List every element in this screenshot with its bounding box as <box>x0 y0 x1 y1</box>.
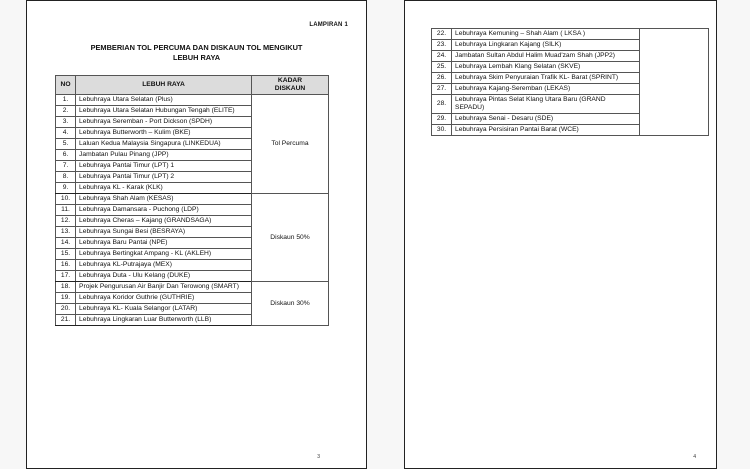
table-row <box>432 29 709 40</box>
highway-name: Lebuhraya Baru Pantai (NPE) <box>76 238 252 249</box>
viewer-gutter <box>367 0 404 469</box>
highway-name: Lebuhraya KL - Karak (KLK) <box>76 183 252 194</box>
highway-name: Projek Pengurusan Air Banjir Dan Terowong (SMART) <box>76 282 252 293</box>
row-number: 6. <box>56 150 76 161</box>
highway-name: Laluan Kedua Malaysia Singapura (LINKEDUA) <box>76 139 252 150</box>
row-number: 24. <box>432 51 452 62</box>
highway-name: Lebuhraya Skim Penyuraian Trafik KL- Barat (SPRINT) <box>452 73 640 84</box>
highway-name: Lebuhraya Persisiran Pantai Barat (WCE) <box>452 125 640 136</box>
row-number: 28. <box>432 95 452 114</box>
header-lebuh-raya: LEBUH RAYA <box>76 76 252 95</box>
row-number: 30. <box>432 125 452 136</box>
row-number: 26. <box>432 73 452 84</box>
discount-rate: Tol Percuma <box>252 95 329 194</box>
highway-name: Lebuhraya Bertingkat Ampang - KL (AKLEH) <box>76 249 252 260</box>
highway-name: Jambatan Pulau Pinang (JPP) <box>76 150 252 161</box>
row-number: 10. <box>56 194 76 205</box>
row-number: 22. <box>432 29 452 40</box>
page-number: 3 <box>317 454 320 460</box>
header-kadar-line-2: DISKAUN <box>274 85 306 92</box>
row-number: 2. <box>56 106 76 117</box>
header-kadar-diskaun <box>252 76 329 95</box>
toll-table-part-2 <box>431 28 709 136</box>
row-number: 1. <box>56 95 76 106</box>
table-body <box>432 29 709 136</box>
highway-name: Jambatan Sultan Abdul Halim Muad'zam Shah (JPP2) <box>452 51 640 62</box>
row-number: 4. <box>56 128 76 139</box>
discount-rate-empty <box>640 29 709 136</box>
document-page-3 <box>26 0 367 469</box>
row-number: 3. <box>56 117 76 128</box>
highway-name: Lebuhraya Pantai Timur (LPT) 2 <box>76 172 252 183</box>
highway-name: Lebuhraya Pintas Selat Klang Utara Baru (GRAND SEPADU) <box>452 95 640 114</box>
row-number: 19. <box>56 293 76 304</box>
row-number: 21. <box>56 315 76 326</box>
document-title <box>27 43 366 63</box>
table-row <box>56 282 329 293</box>
highway-name: Lebuhraya Kajang-Seremban (LEKAS) <box>452 84 640 95</box>
highway-name: Lebuhraya Lembah Klang Selatan (SKVE) <box>452 62 640 73</box>
row-number: 25. <box>432 62 452 73</box>
row-number: 7. <box>56 161 76 172</box>
row-number: 12. <box>56 216 76 227</box>
toll-table-part-1 <box>55 75 329 326</box>
row-number: 27. <box>432 84 452 95</box>
highway-name: Lebuhraya Utara Selatan Hubungan Tengah (ELITE) <box>76 106 252 117</box>
row-number: 11. <box>56 205 76 216</box>
row-number: 23. <box>432 40 452 51</box>
highway-name: Lebuhraya KL- Kuala Selangor (LATAR) <box>76 304 252 315</box>
header-no: NO <box>56 76 76 95</box>
highway-name: Lebuhraya Shah Alam (KESAS) <box>76 194 252 205</box>
highway-name: Lebuhraya Utara Selatan (Plus) <box>76 95 252 106</box>
row-number: 14. <box>56 238 76 249</box>
title-line-1: PEMBERIAN TOL PERCUMA DAN DISKAUN TOL MENGIKUT <box>90 43 303 52</box>
row-number: 13. <box>56 227 76 238</box>
discount-rate: Diskaun 50% <box>252 194 329 282</box>
highway-name: Lebuhraya Lingkaran Kajang (SILK) <box>452 40 640 51</box>
highway-name: Lebuhraya Senai - Desaru (SDE) <box>452 114 640 125</box>
highway-name: Lebuhraya Lingkaran Luar Butterworth (LLB) <box>76 315 252 326</box>
header-kadar-line-1: KADAR <box>277 77 303 84</box>
discount-rate: Diskaun 30% <box>252 282 329 326</box>
highway-name: Lebuhraya Damansara - Puchong (LDP) <box>76 205 252 216</box>
row-number: 9. <box>56 183 76 194</box>
row-number: 17. <box>56 271 76 282</box>
row-number: 8. <box>56 172 76 183</box>
highway-name: Lebuhraya Pantai Timur (LPT) 1 <box>76 161 252 172</box>
highway-name: Lebuhraya Butterworth – Kulim (BKE) <box>76 128 252 139</box>
highway-name: Lebuhraya Seremban - Port Dickson (SPDH) <box>76 117 252 128</box>
row-number: 29. <box>432 114 452 125</box>
page-number: 4 <box>693 454 696 460</box>
highway-name: Lebuhraya Kemuning – Shah Alam ( LKSA ) <box>452 29 640 40</box>
table-row <box>56 194 329 205</box>
row-number: 5. <box>56 139 76 150</box>
row-number: 16. <box>56 260 76 271</box>
document-page-4 <box>404 0 717 469</box>
row-number: 18. <box>56 282 76 293</box>
highway-name: Lebuhraya KL-Putrajaya (MEX) <box>76 260 252 271</box>
row-number: 20. <box>56 304 76 315</box>
highway-name: Lebuhraya Duta - Ulu Kelang (DUKE) <box>76 271 252 282</box>
table-header-row <box>56 76 329 95</box>
title-line-2: LEBUH RAYA <box>172 53 221 62</box>
lampiran-label: LAMPIRAN 1 <box>309 22 348 28</box>
highway-name: Lebuhraya Sungai Besi (BESRAYA) <box>76 227 252 238</box>
row-number: 15. <box>56 249 76 260</box>
viewer-margin-right <box>717 0 750 469</box>
table-body <box>56 95 329 326</box>
table-row <box>56 95 329 106</box>
highway-name: Lebuhraya Cheras – Kajang (GRANDSAGA) <box>76 216 252 227</box>
highway-name: Lebuhraya Koridor Guthrie (GUTHRIE) <box>76 293 252 304</box>
viewer-margin-left <box>0 0 26 469</box>
